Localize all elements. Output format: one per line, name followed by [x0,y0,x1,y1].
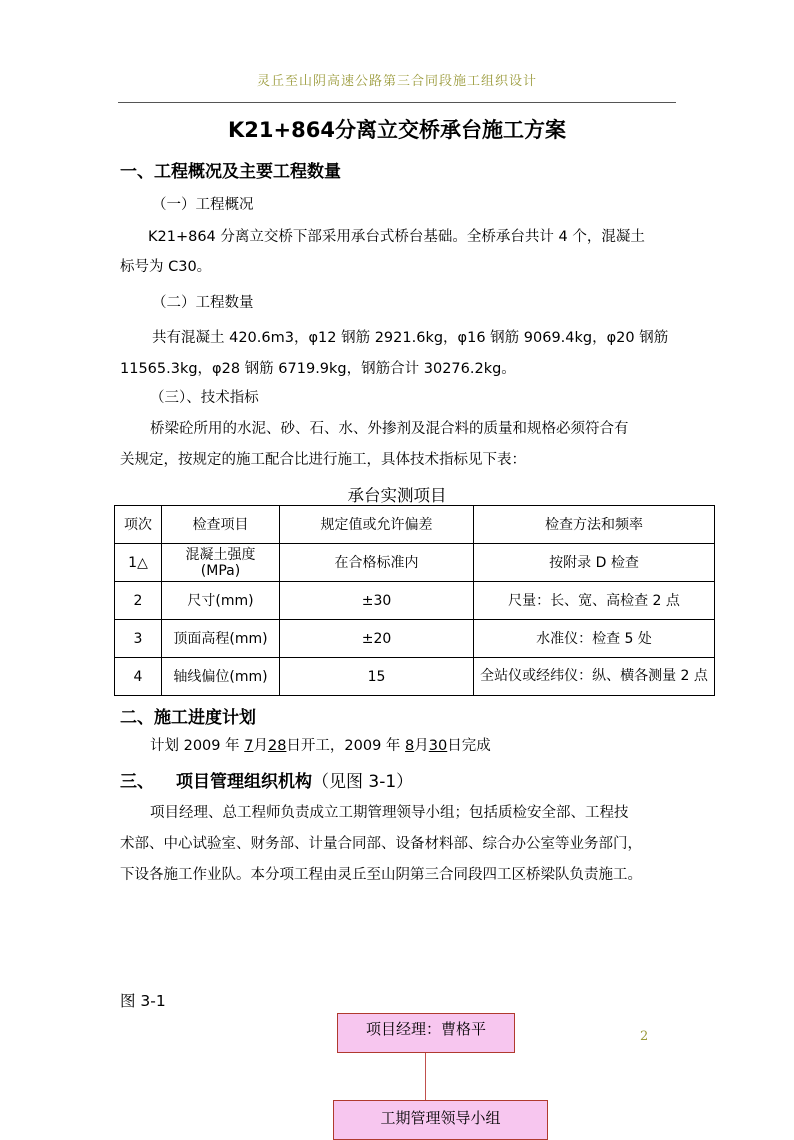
table-row [115,582,715,620]
overview-line-1: K21+864 分离立交桥下部采用承台式桥台基础。全桥承台共计 4 个，混凝土 [148,229,645,245]
table-cell: 尺寸(mm) [162,582,280,620]
org-chart-connector [425,1053,426,1100]
table-cell: 1△ [115,544,162,582]
table-row [115,658,715,696]
figure-label: 图 3-1 [120,992,166,1010]
table-header-cell: 检查项目 [162,506,280,544]
org-paragraph-line-2: 术部、中心试验室、财务部、计量合同部、设备材料部、综合办公室等业务部门， [120,836,642,852]
end-suffix: 日完成 [447,738,491,754]
table-cell: 混凝土强度(MPa) [162,544,280,582]
table-cell: 3 [115,620,162,658]
table-cell: 顶面高程(mm) [162,620,280,658]
table-row [115,620,715,658]
running-header: 灵丘至山阴高速公路第三合同段施工组织设计 [256,74,537,89]
table-header-cell: 规定值或允许偏差 [280,506,474,544]
org-chart-box-label: 项目经理：曹格平 [365,1020,486,1038]
tech-spec-line-1: 桥梁砼所用的水泥、砂、石、水、外掺剂及混合料的质量和规格必须符合有 [150,421,629,437]
org-chart-box-project-manager [337,1013,515,1053]
page-number: 2 [640,1029,649,1044]
org-chart-box-leadership-group [333,1100,548,1140]
table-row [115,544,715,582]
table-cell: 15 [280,658,474,696]
org-paragraph-line-3: 下设各施工作业队。本分项工程由灵丘至山阴第三合同段四工区桥梁队负责施工。 [120,867,642,883]
table-cell: 水准仪：检查 5 处 [474,620,715,658]
subsection-2-heading: （二）工程数量 [152,295,254,311]
inspection-table [114,505,715,696]
table-cell: 全站仪或经纬仪：纵、横各测量 2 点 [474,658,715,696]
subsection-1-heading: （一）工程概况 [152,197,254,213]
overview-line-2: 标号为 C30。 [120,259,212,275]
section-3-number: 三、 [120,772,154,792]
document-title: K21+864分离立交桥承台施工方案 [228,118,566,142]
table-cell: ±30 [280,582,474,620]
section-3-title: 项目管理组织机构 [176,772,312,792]
table-cell: 4 [115,658,162,696]
subsection-3-heading: （三）、技术指标 [150,390,259,406]
table-cell: 2 [115,582,162,620]
table-cell: 尺量：长、宽、高检查 2 点 [474,582,715,620]
month-label: 月 [414,738,429,754]
table-header-cell: 项次 [115,506,162,544]
month-label: 月 [253,738,268,754]
org-chart-box-label: 工期管理领导小组 [380,1109,501,1127]
section-3-figure-ref: （见图 3-1） [312,772,414,792]
section-3-heading [120,767,413,792]
table-header-row [115,506,715,544]
table-header-cell: 检查方法和频率 [474,506,715,544]
org-paragraph-line-1: 项目经理、总工程师负责成立工期管理领导小组；包括质检安全部、工程技 [150,805,629,821]
table-cell: 在合格标准内 [280,544,474,582]
section-1-heading: 一、工程概况及主要工程数量 [120,162,341,182]
schedule-line [150,736,491,756]
table-caption: 承台实测项目 [347,486,447,505]
quantity-line-1: 共有混凝土 420.6m3，φ12 钢筋 2921.6kg，φ16 钢筋 9069.4kg，φ20 钢筋 [152,330,669,346]
table-cell: 按附录 D 检查 [474,544,715,582]
start-day: 28 [267,738,287,754]
quantity-line-2: 11565.3kg，φ28 钢筋 6719.9kg，钢筋合计 30276.2kg。 [120,361,516,377]
end-day: 30 [428,738,448,754]
schedule-prefix: 计划 2009 年 [150,738,245,754]
start-suffix: 日开工，2009 年 [286,738,406,754]
table-cell: ±20 [280,620,474,658]
table-cell: 轴线偏位(mm) [162,658,280,696]
header-divider [118,102,676,103]
end-month: 8 [405,738,415,754]
section-2-heading: 二、施工进度计划 [120,708,256,728]
tech-spec-line-2: 关规定，按规定的施工配合比进行施工，具体技术指标见下表： [120,452,526,468]
start-month: 7 [244,738,254,754]
